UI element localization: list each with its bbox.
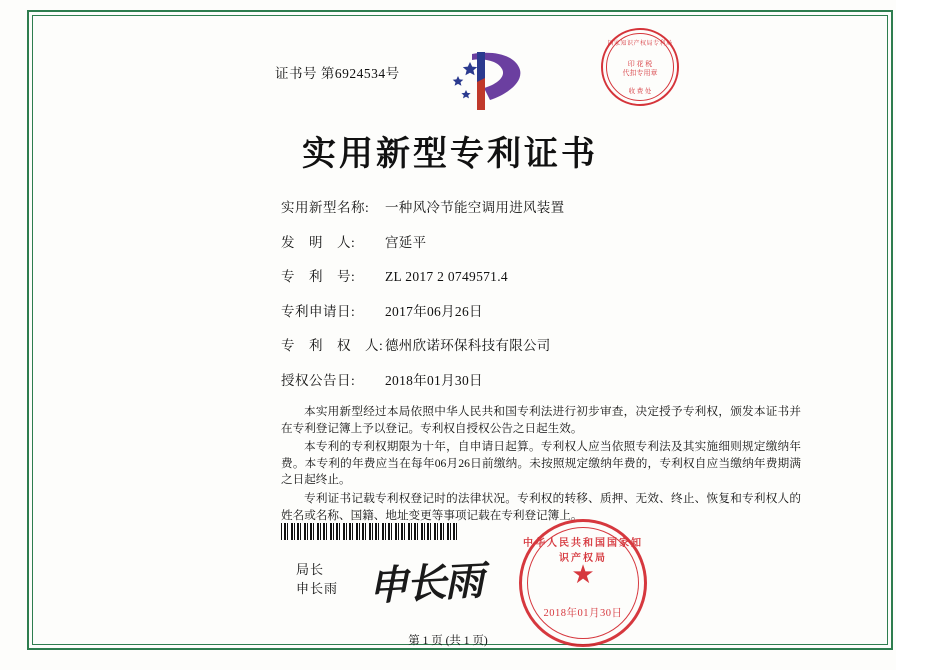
page-footer xyxy=(0,632,950,648)
director-block xyxy=(296,560,338,598)
field-label: 实用新型名称: xyxy=(281,200,370,215)
field-row xyxy=(281,300,801,320)
field-value: 一种风冷节能空调用进风装置 xyxy=(385,200,565,215)
field-row xyxy=(281,334,801,354)
field-value: ZL 2017 2 0749571.4 xyxy=(385,269,508,284)
official-seal-arc-text: 中华人民共和国国家知识产权局 xyxy=(523,538,643,564)
field-row xyxy=(281,265,801,285)
page-title-text: 实用新型专利证书 xyxy=(302,136,598,173)
body-paragraph: 专利证书记载专利权登记时的法律状况。专利权的转移、质押、无效、终止、恢复和专利权人的姓名或名称、国籍、地址变更等事项记载在专利登记簿上。 xyxy=(281,491,801,522)
body-paragraph: 本实用新型经过本局依照中华人民共和国专利法进行初步审查，决定授予专利权，颁发本证书并在专利登记簿上予以登记。专利权自授权公告之日起生效。 xyxy=(281,405,801,435)
page-title xyxy=(0,126,950,175)
body-paragraph: 本专利的专利权期限为十年，自申请日起算。专利权人应当依照专利法及其实施细则规定缴纳年费。本专利的年费应当在每年06月26日前缴纳。未按照规定缴纳年费的，专利权自应当缴纳年费期满之日起终止。 xyxy=(281,440,801,487)
seal-bottom-text: 收 费 处 xyxy=(628,88,652,95)
handwritten-signature: 申长雨 xyxy=(367,558,484,609)
field-value: 德州欣诺环保科技有限公司 xyxy=(385,338,551,353)
certificate-body xyxy=(281,404,801,526)
field-value: 2018年01月30日 xyxy=(385,372,483,388)
page-right-margin xyxy=(896,0,950,670)
certificate-number: 证书号 第6924534号 xyxy=(275,66,400,81)
field-label: 专 利 号: xyxy=(281,269,356,284)
field-label: 专 利 权 人: xyxy=(281,338,384,353)
field-label: 发 明 人: xyxy=(281,234,356,250)
patent-office-logo-icon xyxy=(432,48,524,112)
certificate-fields xyxy=(281,196,801,403)
field-row xyxy=(281,369,801,389)
official-seal-date: 2018年01月30日 xyxy=(543,608,623,619)
field-label: 授权公告日: xyxy=(281,372,356,388)
field-row xyxy=(281,196,801,216)
page-footer-text: 第 1 页 (共 1 页) xyxy=(408,635,488,647)
barcode xyxy=(281,523,457,540)
star-icon: ★ xyxy=(571,560,595,589)
official-seal xyxy=(519,519,647,647)
seal-top-arc-text: 国家知识产权局专利局 xyxy=(607,41,673,47)
field-value: 2017年06月26日 xyxy=(385,303,483,319)
seal-center-text: 印 花 税 代扣专用章 xyxy=(622,60,658,77)
tax-stamp-seal xyxy=(601,28,679,106)
director-label: 局长 xyxy=(296,562,325,577)
field-row xyxy=(281,231,801,251)
director-name: 申长雨 xyxy=(296,581,339,596)
field-value: 宫延平 xyxy=(385,234,427,250)
field-label: 专利申请日: xyxy=(281,303,356,319)
